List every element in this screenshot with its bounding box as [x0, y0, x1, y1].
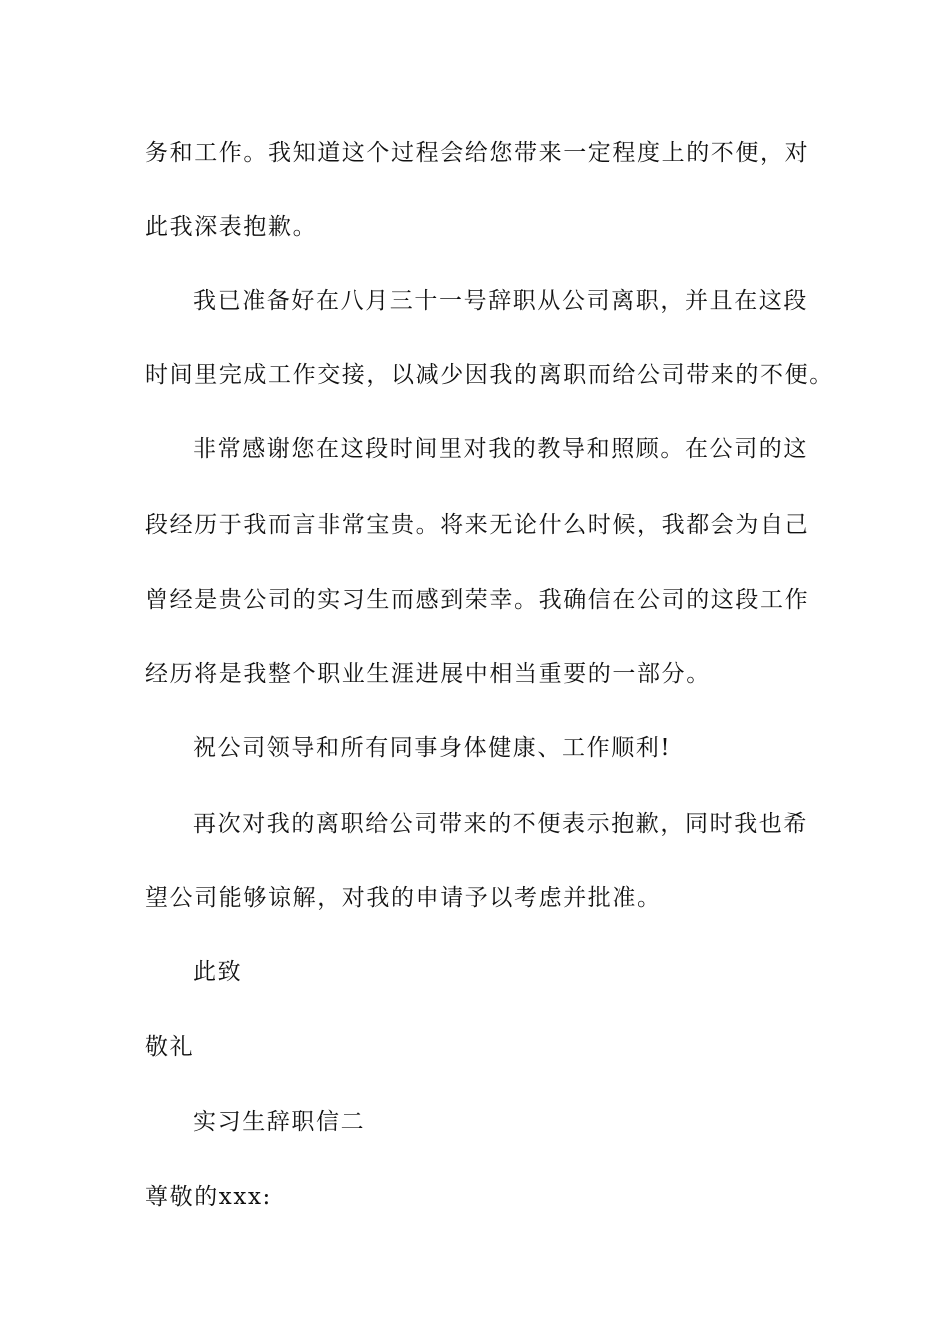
body-text-line: 望公司能够谅解，对我的申请予以考虑并批准。	[145, 885, 662, 911]
paragraph-start-line: 祝公司领导和所有同事身体健康、工作顺利!	[193, 735, 672, 761]
paragraph-start-line: 非常感谢您在这段时间里对我的教导和照顾。在公司的这	[193, 436, 808, 462]
paragraph-start-line: 再次对我的离职给公司带来的不便表示抱歉，同时我也希	[193, 811, 808, 837]
body-text-line: 此我深表抱歉。	[145, 214, 318, 240]
closing-regards: 敬礼	[145, 1034, 195, 1060]
section-heading: 实习生辞职信二	[193, 1109, 366, 1135]
body-text-line: 曾经是贵公司的实习生而感到荣幸。我确信在公司的这段工作	[145, 587, 810, 613]
body-text-line: 时间里完成工作交接，以减少因我的离职而给公司带来的不便。	[145, 362, 834, 388]
body-text-line: 务和工作。我知道这个过程会给您带来一定程度上的不便，对	[145, 140, 810, 166]
body-text-line: 经历将是我整个职业生涯进展中相当重要的一部分。	[145, 661, 711, 687]
body-text-line: 段经历于我而言非常宝贵。将来无论什么时候，我都会为自己	[145, 512, 810, 538]
paragraph-start-line: 我已准备好在八月三十一号辞职从公司离职，并且在这段	[193, 288, 808, 314]
greeting-line: 尊敬的xxx:	[145, 1184, 272, 1210]
closing-salutation: 此致	[193, 959, 243, 985]
